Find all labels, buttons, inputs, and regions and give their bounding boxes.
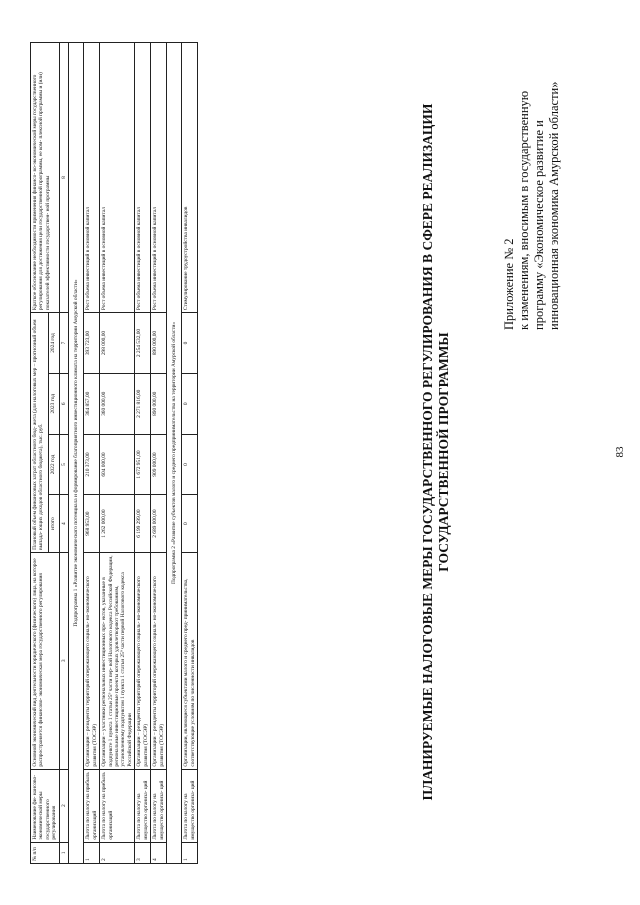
- column-number-row: [59, 43, 68, 864]
- appendix-line-3: программу «Экономическое развитие и: [532, 120, 546, 330]
- row-num: 4: [151, 842, 167, 863]
- col-number: 3: [59, 552, 68, 769]
- row-2024: 393 723,00: [84, 313, 100, 374]
- subprogram-2-label: Подпрограмма 2 «Развитие субъектов малого и среднего предпринимательства на территории Амурской области»: [166, 43, 181, 864]
- row-total: 968 953,00: [84, 495, 100, 552]
- subprogram-1-label: Подпрограмма 1 «Развитие экономического потенциала и формирование благоприятного инвестиционного климата на территории Амурской области»: [69, 43, 84, 864]
- tax-measures-table: [30, 42, 198, 864]
- appendix-line-4: инновационная экономика Амурской области»: [547, 81, 561, 330]
- page-number: 83: [614, 446, 626, 458]
- table-row: [135, 43, 151, 864]
- row-measure: Льгота по налогу на прибыль организаций: [100, 769, 135, 842]
- row-measure: Льгота по налогу на имущество организа- ций: [182, 769, 198, 842]
- table-row: [100, 43, 135, 864]
- subprogram-1-row: [69, 43, 84, 864]
- col-number: 7: [59, 313, 68, 374]
- header-2023: 2023 год: [48, 373, 59, 434]
- table-row: [151, 43, 167, 864]
- appendix-line-1: Приложение № 2: [502, 238, 516, 330]
- row-num: 2: [100, 842, 135, 863]
- col-number: 6: [59, 373, 68, 434]
- row-2024: 298 000,00: [100, 313, 135, 374]
- row-rationale: Рост объема инвестиций в основной капитал: [151, 43, 167, 313]
- table-row: [84, 43, 100, 864]
- col-number: 4: [59, 495, 68, 552]
- row-rationale: Рост объема инвестиций в основной капитал: [84, 43, 100, 313]
- row-activity: Организации – резиденты территорий опережающего социаль- но-экономического развития (ТОСЭР): [135, 552, 151, 769]
- row-total: 6 199 299,00: [135, 495, 151, 552]
- title-line-2: ГОСУДАРСТВЕННОЙ ПРОГРАММЫ: [436, 332, 451, 572]
- row-num: 3: [135, 842, 151, 863]
- row-rationale: Стимулирование трудоустройства инвалидов: [182, 43, 198, 313]
- subprogram-2-row: [166, 43, 181, 864]
- row-total: 1 262 000,00: [100, 495, 135, 552]
- row-2023: 360 000,00: [100, 373, 135, 434]
- row-activity: Организации, являющиеся субъектами малого и среднего пред- принимательства, соответствующие условиям по численности инвалидов: [182, 552, 198, 769]
- row-activity: Организации – резиденты территорий опережающего социаль- но-экономического развития (ТОСЭР): [84, 552, 100, 769]
- row-num: 1: [182, 842, 198, 863]
- row-rationale: Рост объема инвестиций в основной капитал: [100, 43, 135, 313]
- row-2023: 0: [182, 373, 198, 434]
- row-measure: Льгота по налогу на прибыль организаций: [84, 769, 100, 842]
- header-2024: 2024 год: [48, 313, 59, 374]
- header-2022: 2022 год: [48, 434, 59, 495]
- row-2024: 0: [182, 313, 198, 374]
- row-2024: 890 000,00: [151, 313, 167, 374]
- row-2023: 2 271 816,00: [135, 373, 151, 434]
- header-row: [31, 43, 49, 864]
- row-activity: Организации – резиденты территорий опережающего социаль- но-экономического развития (ТОСЭР): [151, 552, 167, 769]
- row-2023: 890 000,00: [151, 373, 167, 434]
- col-number: 8: [59, 43, 68, 313]
- row-2022: 210 373,00: [84, 434, 100, 495]
- header-activity: Основной экономический вид деятельности юридического (физического) лица, на которое распространяется финансово- экономическая мера государственного регулирования: [31, 552, 60, 769]
- row-total: 0: [182, 495, 198, 552]
- header-num: № п/п: [31, 842, 60, 863]
- row-num: 1: [84, 842, 100, 863]
- row-2022: 1 672 951,00: [135, 434, 151, 495]
- col-number: 2: [59, 769, 68, 842]
- header-rationale: Краткое обоснование необходимости применения финансо- во-экономической меры государственного регулирования для достижения цели государственной программы, ее ком- плексной программы и (или) показателей эффективности государствен- ной программы: [31, 43, 60, 313]
- row-2023: 364 857,00: [84, 373, 100, 434]
- title-line-1: ПЛАНИРУЕМЫЕ НАЛОГОВЫЕ МЕРЫ ГОСУДАРСТВЕННОГО РЕГУЛИРОВАНИЯ В СФЕРЕ РЕАЛИЗАЦИИ: [420, 103, 435, 801]
- row-activity: Организации – участники региональных инвестиционных про- ектов, указанные в подпункте 1 пункта 1 статьи 25⁹ части пер- вой Налогового кодекса Российской Федерации, региональные инвестиционные проекты которых удовлетворяют требованиям, установленному подпунктом 1 пункта 1 статьи 25⁹ части первой Налогового кодекса Российской Федерации: [100, 552, 135, 769]
- row-rationale: Рост объема инвестиций в основной капитал: [135, 43, 151, 313]
- rotated-page: [16, 22, 626, 882]
- document-title: [420, 22, 452, 882]
- row-total: 2 689 000,00: [151, 495, 167, 552]
- col-number: 5: [59, 434, 68, 495]
- row-2022: 604 000,00: [100, 434, 135, 495]
- table-row: [182, 43, 198, 864]
- row-measure: Льгота по налогу на имущество организа- ций: [151, 769, 167, 842]
- header-total: итого: [48, 495, 59, 552]
- appendix-header: [502, 30, 562, 330]
- header-measure: Наименование фи- нансово- экономической меры государственного регулирования: [31, 769, 60, 842]
- row-2022: 909 000,00: [151, 434, 167, 495]
- col-number: 1: [59, 842, 68, 863]
- row-2022: 0: [182, 434, 198, 495]
- header-volume: Плановый объем финансовых затрат областного бюд- жета (для налоговых мер – прогнозный объем выпада- ющих доходов областного бюджета), тыс. руб.: [31, 313, 49, 553]
- row-2024: 2 254 532,00: [135, 313, 151, 374]
- appendix-line-2: к изменениям, вносимым в государственную: [517, 90, 531, 330]
- row-measure: Льгота по налогу на имущество организа- ций: [135, 769, 151, 842]
